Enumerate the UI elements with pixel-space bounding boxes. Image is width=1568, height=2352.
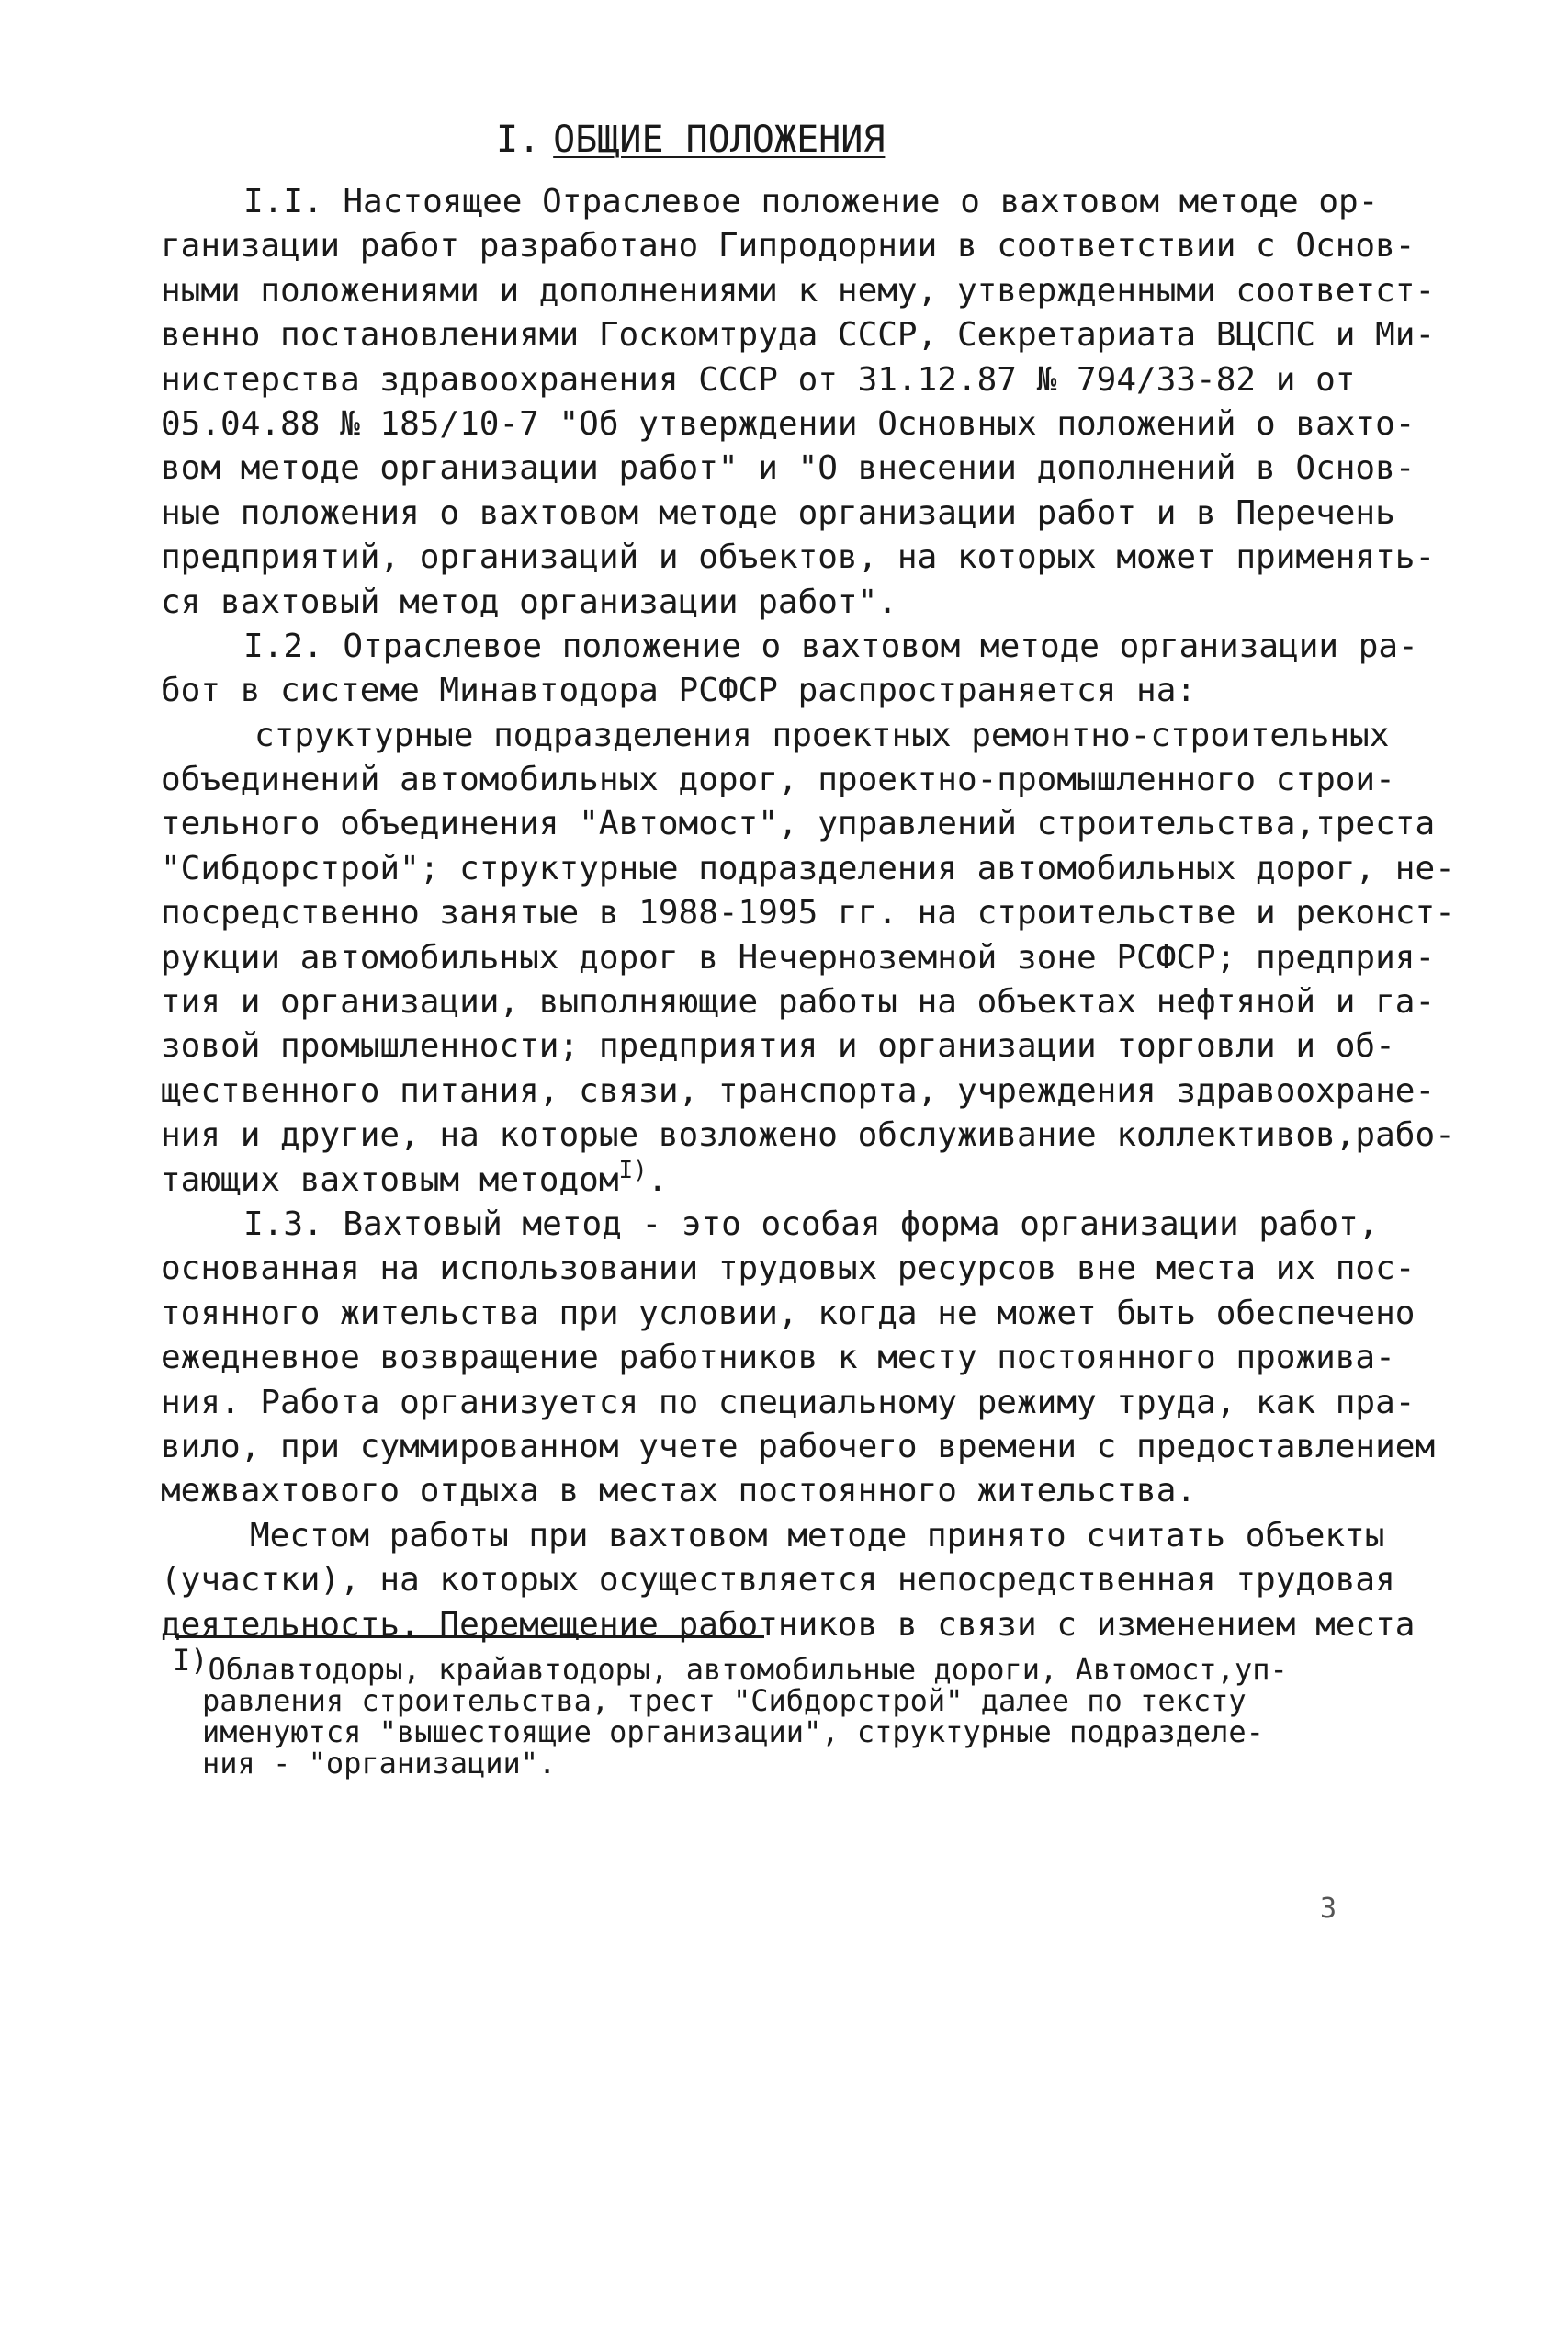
paragraph-line: I.3. Вахтовый метод - это особая форма организации работ, (243, 1204, 1379, 1243)
footnote-line-text: Облавтодоры, крайавтодоры, автомобильные дороги, Автомост,уп- (208, 1652, 1288, 1687)
paragraph-line: основанная на использовании трудовых ресурсов вне места их пос- (161, 1250, 1416, 1288)
paragraph-line: 05.04.88 № 185/10-7 "Об утверждении Основных положений о вахто- (161, 404, 1416, 443)
body-text (161, 180, 1455, 1647)
paragraph-line: бот в системе Минавтодора РСФСР распространяется на: (161, 672, 1197, 710)
paragraph-line: ными положениями и дополнениями к нему, утвержденными соответст- (161, 271, 1436, 310)
page-number: 3 (1320, 1893, 1337, 1925)
footnote-line: ния - "организации". (202, 1746, 557, 1781)
paragraph-line: ганизации работ разработано Гипродорнии в соответствии с Основ- (161, 227, 1416, 266)
paragraph-line: ные положения о вахтовом методе организации работ и в Перечень (161, 493, 1395, 532)
paragraph-line: венно постановлениями Госкомтруда СССР, Секретариата ВЦСПС и Ми- (161, 316, 1436, 355)
footnote-marker: I) (173, 1643, 209, 1678)
paragraph-line: ся вахтовый метод организации работ". (161, 582, 897, 621)
paragraph-line: вом методе организации работ" и "О внесении дополнений в Основ- (161, 449, 1416, 488)
paragraph-line: структурные подразделения проектных ремонтно-строительных (254, 716, 1390, 754)
paragraph-line: тоянного жительства при условии, когда не может быть обеспечено (161, 1294, 1416, 1332)
paragraph-line: межвахтового отдыха в местах постоянного жительства. (161, 1472, 1197, 1510)
footnote-line (173, 1643, 1367, 1687)
paragraph-line: ния и другие, на которые возложено обслуживание коллективов,рабо- (161, 1116, 1455, 1155)
section-number: I. (496, 119, 541, 161)
paragraph-line: ния. Работа организуется по специальному режиму труда, как пра- (161, 1383, 1416, 1421)
footnote (173, 1643, 1367, 1781)
paragraph-line-tail: . (647, 1160, 668, 1199)
paragraph-line: объединений автомобильных дорог, проектно-промышленного строи- (161, 761, 1395, 799)
footnote-divider (175, 1635, 764, 1638)
section-title: ОБЩИЕ ПОЛОЖЕНИЯ (553, 119, 886, 161)
section-heading (496, 118, 885, 162)
paragraph-line: щественного питания, связи, транспорта, учреждения здравоохране- (161, 1071, 1436, 1110)
paragraph-line: посредственно занятые в 1988-1995 гг. на строительстве и реконст- (161, 894, 1455, 933)
paragraph-line: тия и организации, выполняющие работы на объектах нефтяной и га- (161, 983, 1436, 1022)
paragraph-line: (участки), на которых осуществляется непосредственная трудовая (161, 1561, 1395, 1600)
paragraph-line: рукции автомобильных дорог в Нечерноземной зоне РСФСР; предприя- (161, 938, 1436, 977)
paragraph-line: вило, при суммированном учете рабочего времени с предоставлением (161, 1427, 1436, 1465)
paragraph-line: тельного объединения "Автомост", управлений строительства,треста (161, 805, 1436, 843)
footnote-line: равления строительства, трест "Сибдорстрой" далее по тексту (202, 1683, 1247, 1718)
footnote-reference: I) (618, 1156, 648, 1184)
paragraph-line: зовой промышленности; предприятия и организации торговли и об- (161, 1027, 1395, 1066)
paragraph-line: предприятий, организаций и объектов, на которых может применять- (161, 538, 1436, 577)
footnote-line: именуются "вышестоящие организации", структурные подразделе- (202, 1714, 1264, 1749)
paragraph-line: "Сибдорстрой"; структурные подразделения автомобильных дорог, не- (161, 849, 1455, 888)
paragraph-line: нистерства здравоохранения СССР от 31.12.87 № 794/33-82 и от (161, 360, 1356, 399)
paragraph-line: ежедневное возвращение работников к месту постоянного прожива- (161, 1339, 1395, 1377)
paragraph-line: I.I. Настоящее Отраслевое положение о вахтовом методе ор- (243, 183, 1379, 220)
paragraph-line: деятельность. Перемещение работников в связи с изменением места (161, 1605, 1416, 1644)
paragraph-line: Местом работы при вахтовом методе принято считать объекты (250, 1516, 1385, 1555)
paragraph-line-with-footnote (161, 1156, 1346, 1203)
paragraph-line: I.2. Отраслевое положение о вахтовом методе организации ра- (243, 627, 1418, 665)
paragraph-line-text: тающих вахтовым методом (161, 1160, 619, 1199)
